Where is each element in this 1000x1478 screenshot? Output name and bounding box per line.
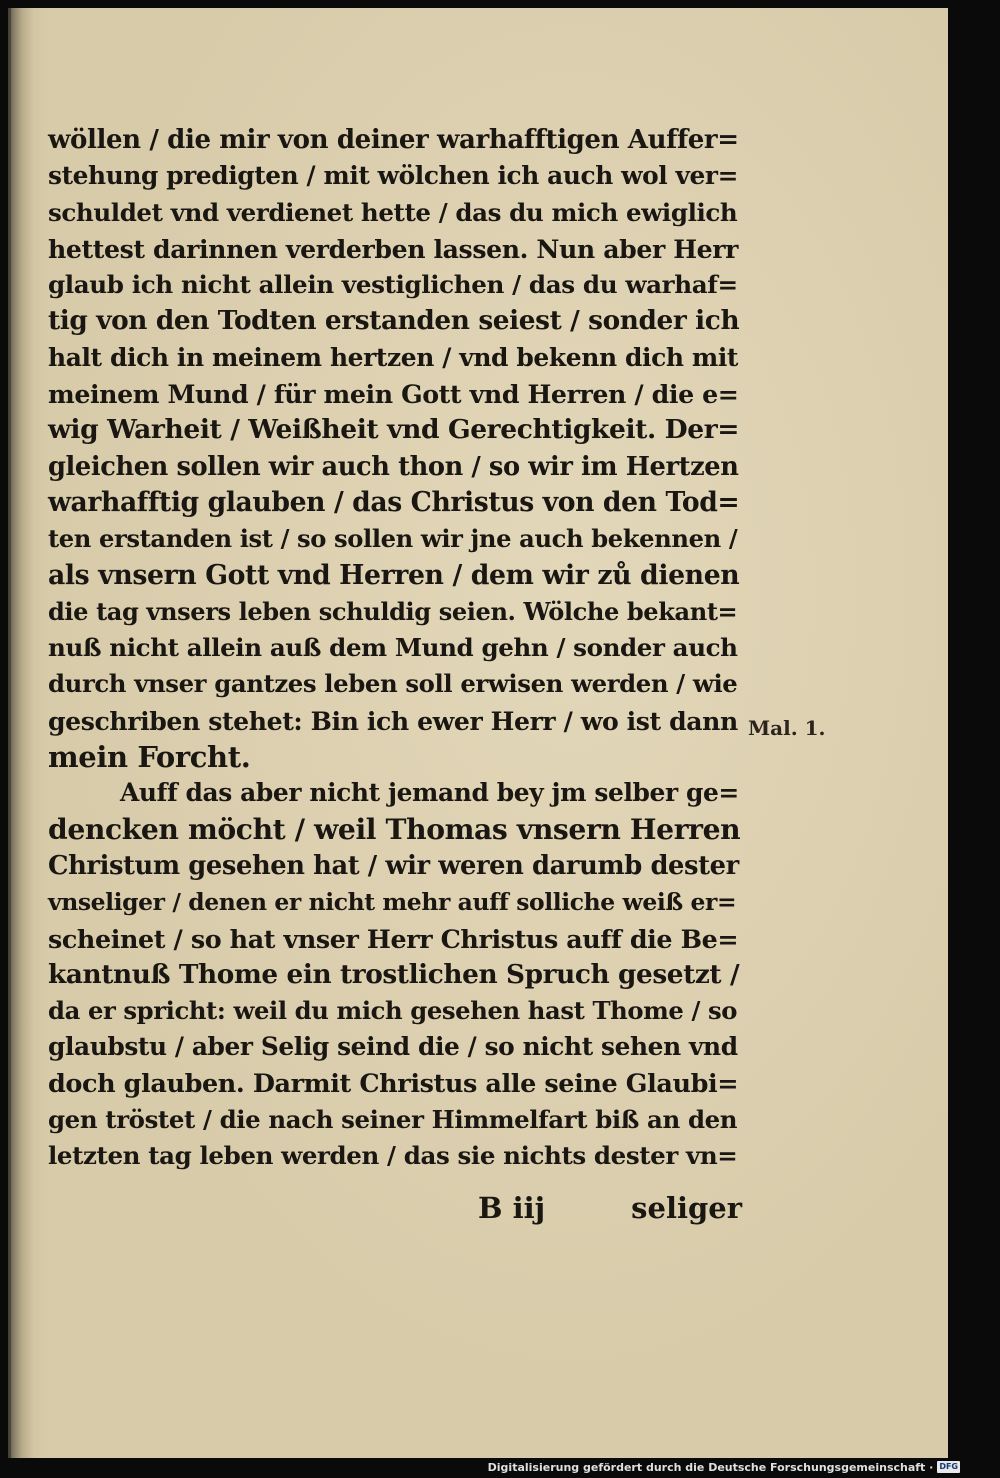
text-line: glaub ich nicht allein vestiglichen / das du warhaf= xyxy=(48,270,738,300)
text-line: die tag vnsers leben schuldig seien. Wölche bekant= xyxy=(48,596,738,626)
credit-text: Digitalisierung gefördert durch die Deutsche Forschungsgemeinschaft · xyxy=(487,1460,934,1474)
text-line: dencken möcht / weil Thomas vnsern Herren xyxy=(48,812,741,846)
body-text xyxy=(48,122,748,1175)
text-line: warhafftig glauben / das Christus von den Tod= xyxy=(48,486,740,518)
margin-note: Mal. 1. xyxy=(748,716,826,740)
text-line: geschriben stehet: Bin ich ewer Herr / wo ist dann xyxy=(48,705,738,736)
text-line: stehung predigten / mit wölchen ich auch wol ver= xyxy=(48,161,739,191)
text-line: halt dich in meinem hertzen / vnd bekenn dich mit xyxy=(48,342,739,372)
text-line: vnseliger / denen er nicht mehr auff solliche weiß er= xyxy=(48,888,737,917)
text-line: scheinet / so hat vnser Herr Christus auff die Be= xyxy=(48,923,739,954)
catchword: seliger xyxy=(631,1191,742,1225)
text-line: schuldet vnd verdienet hette / das du mich ewiglich xyxy=(48,197,738,227)
text-line: tig von den Todten erstanden seiest / sonder ich xyxy=(48,305,740,337)
text-line: wig Warheit / Weißheit vnd Gerechtigkeit. Der= xyxy=(48,414,740,446)
digitization-credit xyxy=(488,1460,960,1474)
text-line: meinem Mund / für mein Gott vnd Herren / die e= xyxy=(48,379,739,410)
text-line: hettest darinnen verderben lassen. Nun aber Herr xyxy=(48,233,738,264)
text-line: ten erstanden ist / so sollen wir jne auch bekennen / xyxy=(48,524,738,554)
paragraph-start-line: Auff das aber nicht jemand bey jm selber ge= xyxy=(120,778,739,808)
page-footer xyxy=(48,1191,748,1229)
text-line: Christum gesehen hat / wir weren darumb dester xyxy=(48,850,739,881)
text-line: mein Forcht. xyxy=(48,740,251,775)
text-line: doch glauben. Darmit Christus alle seine Glaubi= xyxy=(48,1068,739,1099)
text-line: kantnuß Thome ein trostlichen Spruch gesetzt / xyxy=(48,958,740,990)
signature-mark: B iij xyxy=(478,1191,546,1225)
text-line: wöllen / die mir von deiner warhafftigen Auffer= xyxy=(48,125,739,155)
text-line: durch vnser gantzes leben soll erwisen werden / wie xyxy=(48,669,738,699)
text-line: nuß nicht allein auß dem Mund gehn / sonder auch xyxy=(48,633,738,663)
text-line: da er spricht: weil du mich gesehen hast Thome / so xyxy=(48,996,738,1026)
text-line: gleichen sollen wir auch thon / so wir im Hertzen xyxy=(48,451,739,482)
dfg-logo-icon: DFG xyxy=(939,1462,958,1471)
text-line: gen tröstet / die nach seiner Himmelfart biß an den xyxy=(48,1105,738,1135)
text-line: letzten tag leben werden / das sie nichts dester vn= xyxy=(48,1141,738,1171)
page-gutter xyxy=(8,8,11,1458)
text-line: als vnsern Gott vnd Herren / dem wir zů dienen xyxy=(48,559,740,591)
text-line: glaubstu / aber Selig seind die / so nicht sehen vnd xyxy=(48,1032,738,1062)
